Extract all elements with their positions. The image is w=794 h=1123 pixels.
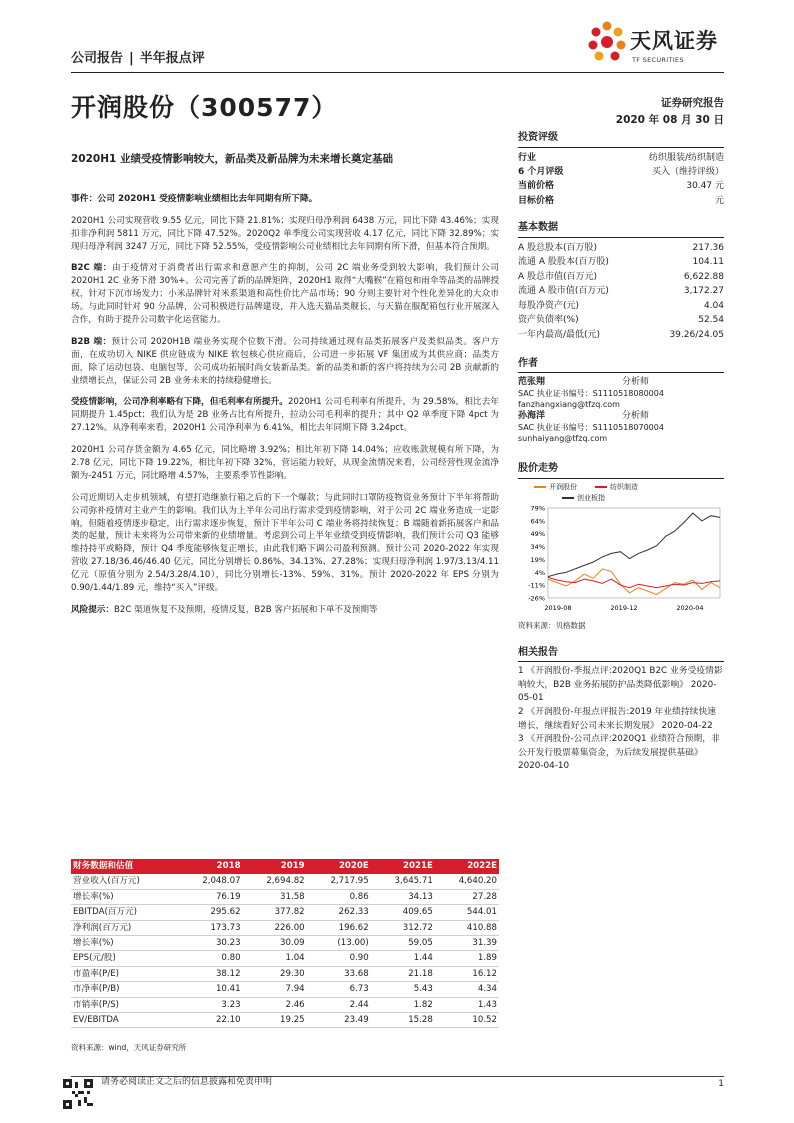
doc-type-label: 公司报告 [71,51,124,66]
series-line-纺织制造 [548,578,720,588]
authors-section [518,357,724,445]
authors-title: 作者 [518,357,724,374]
table-cell: 0.90 [307,951,371,966]
table-cell: 27.28 [435,889,499,904]
table-cell: EV/EBITDA [71,1013,178,1028]
table-cell: (13.00) [307,936,371,951]
chart-legend [534,482,724,492]
report-date: 2020 年 08 月 30 日 [615,114,724,126]
table-cell: 市盈率(P/E) [71,966,178,981]
table-row [71,997,499,1012]
table-cell: 34.13 [371,889,435,904]
table-cell: 196.62 [307,920,371,935]
rating-row: 6 个月评级 买入（维持评级） [518,166,724,177]
risk-lead: 风险提示： [71,604,114,615]
report-body [71,193,499,626]
table-cell: 1.43 [435,997,499,1012]
x-tick-label: 2019-08 [544,604,572,613]
table-cell: 15.28 [371,1013,435,1028]
brand-name-en: TF SECURITIES [632,56,684,64]
rating-row: 行业 纺织服装/纺织制造 [518,152,724,163]
basic-data-title: 基本数据 [518,221,724,238]
b2c-text: 由于疫情对于消费者出行需求和意愿产生的抑制，公司 2C 端业务受到较大影响，我们预计公司 2020H1 2C 业务下滑 30%+。公司完善了新的品牌矩阵，2020H1 取得“大嘴猴”在箱包和雨伞等品类的品牌授权，针对下沉市场发力；小米品牌针对米系渠道和高性价比产品市场；90 分则主要针对个性化差异化的大众市场。与此同时针对 90 分品牌，公司积极进行品牌建设，并入选天猫品类舰长，与天猫在服配箱包行业开展深入合作，有助于提升公司数字化运营能力。 [71,263,499,325]
x-tick-label: 2019-12 [610,604,638,613]
table-header-cell: 财务数据和估值 [71,859,178,874]
y-tick-label: 19% [530,556,545,565]
table-cell: 377.82 [243,905,307,920]
table-header-row [71,859,499,874]
table-cell: 营业收入(百万元) [71,874,178,889]
footer-disclaimer: 请务必阅读正文之后的信息披露和免责申明 [101,1077,273,1087]
table-cell: 38.12 [178,966,242,981]
table-cell: 1.44 [371,951,435,966]
table-cell: 市销率(P/S) [71,997,178,1012]
author-role: 分析师 [622,377,650,388]
price-chart [518,504,724,614]
report-kind: 证券研究报告 [661,97,724,109]
table-cell: 增长率(%) [71,889,178,904]
legend-swatch [562,497,574,499]
table-cell: 4,640.20 [435,874,499,889]
author-email[interactable]: sunhaiyang@tfzq.com [518,433,608,443]
headline: 2020H1 业绩受疫情影响较大，新品类及新品牌为未来增长奠定基础 [71,153,393,165]
table-cell: 29.30 [243,966,307,981]
table-header-cell: 2021E [371,859,435,874]
table-header-cell: 2022E [435,859,499,874]
chart-frame [548,508,720,598]
paragraph-results: 2020H1 公司实现营收 9.55 亿元，同比下降 21.81%；实现归母净利润 6438 万元，同比下降 43.46%；实现扣非净利润 5811 万元，同比下降 47.52%。2020Q2 单季度公司实现营收 4.17 亿元，同比下降 32.89%；实现归母净利润 3247 万元，同比下降 52.55%，受疫情影响公司业绩相比去年同期有所下滑，但基本符合预期。 [71,215,499,252]
event-paragraph: 事件：公司 2020H1 受疫情影响业绩相比去年同期有所下降。 [71,194,318,204]
table-row [71,982,499,997]
table-cell: 1.82 [371,997,435,1012]
table-cell: 1.89 [435,951,499,966]
paragraph-b2b [71,336,499,388]
table-cell: 4.34 [435,982,499,997]
table-cell: 2.46 [243,997,307,1012]
table-cell: 22.10 [178,1013,242,1028]
table-cell: 市净率(P/B) [71,982,178,997]
table-cell: 23.49 [307,1013,371,1028]
basic-row: 一年内最高/最低(元) 39.26/24.05 [518,330,724,341]
table-cell: 76.19 [178,889,242,904]
table-cell: 7.94 [243,982,307,997]
table-cell: 30.23 [178,936,242,951]
table-cell: 增长率(%) [71,936,178,951]
author-email[interactable]: fanzhangxiang@tfzq.com [518,399,620,409]
related-title: 相关报告 [518,646,724,663]
table-cell: 21.18 [371,966,435,981]
basic-data-section [518,221,724,343]
table-row [71,889,499,904]
related-report-item[interactable]: 1 《开润股份-季报点评:2020Q1 B2C 业务受疫情影响较大，B2B 业务拓展防护品类降低影响》 2020-05-01 [518,666,723,704]
table-cell: 10.52 [435,1013,499,1028]
table-cell: 0.80 [178,951,242,966]
y-tick-label: 4% [534,569,545,578]
table-cell: 30.09 [243,936,307,951]
rating-row: 当前价格 30.47 元 [518,181,724,192]
related-report-item[interactable]: 2 《开润股份-年报点评报告:2019 年业绩持续快速增长，继续看好公司未来长期发展》 2020-04-22 [518,706,717,731]
y-tick-label: -26% [528,594,545,603]
table-header-cell: 2018 [178,859,242,874]
brand-logo [586,18,736,72]
basic-row: A 股总股本(百万股) 217.36 [518,242,724,253]
table-row [71,1013,499,1028]
brand-name-cn: 天风证券 [630,29,718,53]
table-row [71,905,499,920]
basic-row: A 股总市值(百万元) 6,622.88 [518,271,724,282]
table-cell: 3.23 [178,997,242,1012]
table-cell: 31.58 [243,889,307,904]
rating-row: 目标价格 元 [518,195,724,206]
table-cell: 544.01 [435,905,499,920]
author-entry [518,376,724,389]
y-tick-label: 49% [530,530,545,539]
table-cell: 2,717.95 [307,874,371,889]
legend-item: 开润股份 [534,482,577,492]
legend-swatch [595,486,607,488]
price-chart-section [518,462,724,631]
table-cell: 409.65 [371,905,435,920]
table-cell: 33.68 [307,966,371,981]
b2b-text: 预计公司 2020H1B 端业务实现个位数下滑。公司持续通过现有品类拓展客户及类似品类。客户方面，在成功切入 NIKE 供应链成为 NIKE 软包核心供应商后，公司进一步拓展 VF 集团成为其供应商；品类方面，除了运动包袋、电脑包等，公司成功拓展时尚女装新品类。新的品类和新的客户将持续为公司 2B 贡献新的业绩增长点，保证公司 2B 业务未来的持续稳健增长。 [71,336,499,386]
basic-row: 每股净资产(元) 4.04 [518,300,724,311]
table-cell: 2.44 [307,997,371,1012]
author-name: 孙海洋 [518,411,546,422]
b2c-lead: B2C 端： [71,263,112,274]
table-cell: 10.41 [178,982,242,997]
basic-row: 资产负债率(%) 52.54 [518,315,724,326]
table-row [71,951,499,966]
table-cell: 3,645.71 [371,874,435,889]
series-line-开润股份 [548,569,720,595]
basic-row: 流通 A 股市值(百万元) 3,172.27 [518,286,724,297]
table-cell: EBITDA(百万元) [71,905,178,920]
table-row [71,936,499,951]
financial-table-body [71,874,499,1028]
related-report-item[interactable]: 3 《开润股份-公司点评:2020Q1 业绩符合预期，非公开发行股票募集资金，为后续发展提供基础》 2020-04-10 [518,734,720,772]
table-row [71,966,499,981]
table-row [71,920,499,935]
chart-legend-2 [562,493,724,503]
table-cell: 173.73 [178,920,242,935]
company-title: 开润股份（300577） [71,93,338,122]
author-name: 范张翔 [518,377,546,388]
table-cell: 312.72 [371,920,435,935]
doc-type-separator: | [129,51,134,66]
doc-type [71,50,205,69]
doc-subtype-label: 半年报点评 [139,51,205,66]
rating-section [518,131,724,208]
table-cell: 2,048.07 [178,874,242,889]
chart-source: 资料来源：贝格数据 [518,620,586,630]
table-cell: 净利润(百万元) [71,920,178,935]
financial-table [71,859,499,1028]
table-cell: 2,694.82 [243,874,307,889]
price-chart-title: 股价走势 [518,462,724,479]
legend-item: 创业板指 [562,493,605,503]
author-cert: SAC 执业证书编号：S1110518070004 [518,422,664,432]
table-header-cell: 2020E [307,859,371,874]
paragraph-b2c [71,262,499,326]
table-cell: 262.33 [307,905,371,920]
y-tick-label: 34% [530,543,545,552]
related-section [518,646,724,775]
table-cell: 31.39 [435,936,499,951]
x-tick-label: 2020-04 [676,604,704,613]
margin-lead: 受疫情影响，公司净利率略有下降，但毛利率有所提升。 [71,397,288,408]
qr-code-icon [63,1079,93,1109]
table-cell: 295.62 [178,905,242,920]
table-cell: 1.04 [243,951,307,966]
paragraph-risk [71,604,499,617]
table-source: 资料来源：wind，天风证券研究所 [71,1043,187,1052]
legend-item: 纺织制造 [595,482,638,492]
table-cell: EPS(元/股) [71,951,178,966]
b2b-lead: B2B 端： [71,336,112,347]
page-number: 1 [718,1079,724,1089]
paragraph-outlook: 公司近期切入走步机领域，有望打造继旅行箱之后的下一个爆款；与此同时口罩防疫物资业务预计下半年将帮助公司弥补疫情对主业产生的影响。我们认为上半年公司出行需求受到疫情影响，对于公司 2C 端业务造成一定影响，但随着疫情逐步稳定，出行需求逐步恢复，预计下半年公司 C 端业务将持续恢复；B 端随着新拓展客户和品类的起量，预计未来将为公司带来新的业绩增量。考虑到公司上半年业绩受到疫情影响，我们预计公司 Q3 能够维持持平或略降，预计 Q4 季度能够恢复正增长，由此我们略下调公司盈利预测。预计公司 2020-2022 年实现营收 27.18/36.46/46.40 亿元，同比分别增长 0.86%、34.13%、27.28%；实现归母净利润 1.97/3.13/4.11 亿元（原值分别为 2.54/3.28/4.10），同比分别增长-13%、59%、31%。预计 2020-2022 年 EPS 分别为 0.90/1.44/1.89 元，维持“买入”评级。 [71,492,499,594]
y-tick-label: -11% [528,581,545,590]
table-row [71,874,499,889]
table-cell: 16.12 [435,966,499,981]
rating-title: 投资评级 [518,131,724,148]
basic-row: 流通 A 股股本(百万股) 104.11 [518,257,724,268]
y-tick-label: 79% [530,504,545,513]
header-rule [71,72,724,73]
table-cell: 59.05 [371,936,435,951]
author-cert: SAC 执业证书编号：S1110518080004 [518,388,664,398]
table-cell: 226.00 [243,920,307,935]
table-cell: 6.73 [307,982,371,997]
table-cell: 0.86 [307,889,371,904]
table-header-cell: 2019 [243,859,307,874]
table-cell: 5.43 [371,982,435,997]
sidebar [518,131,724,774]
flower-logo-icon [586,18,628,66]
series-line-创业板指 [548,513,720,577]
y-tick-label: 64% [530,517,545,526]
paragraph-inventory: 2020H1 公司存货金额为 4.65 亿元，同比略增 3.92%；相比年初下降 14.04%；应收账款规模有所下降，为 2.78 亿元，同比下降 19.22%，相比年初下降 32%，营运能力较好，从现金流情况来看，公司经营性现金流净额为-2451 万元，同比略增 4.57%，主要系季节性影响。 [71,445,499,481]
paragraph-margin [71,396,499,435]
legend-swatch [534,486,546,488]
table-cell: 410.88 [435,920,499,935]
table-cell: 19.25 [243,1013,307,1028]
risk-text: B2C 渠道恢复不及预期，疫情反复，B2B 客户拓展和下单不及预期等 [113,604,378,615]
author-role: 分析师 [622,411,650,422]
author-entry [518,410,724,423]
margin-text: 2020H1 公司毛利率有所提升，为 29.58%，相比去年同期提升 1.45pct；我们认为是 2B 业务占比有所提升，拉动公司毛利率的提升；其中 Q2 单季度下降 4pct 为 27.12%。从净利率来看，2020H1 公司净利率为 6.41%，相比去年同期下降 3.24pct。 [71,397,499,434]
